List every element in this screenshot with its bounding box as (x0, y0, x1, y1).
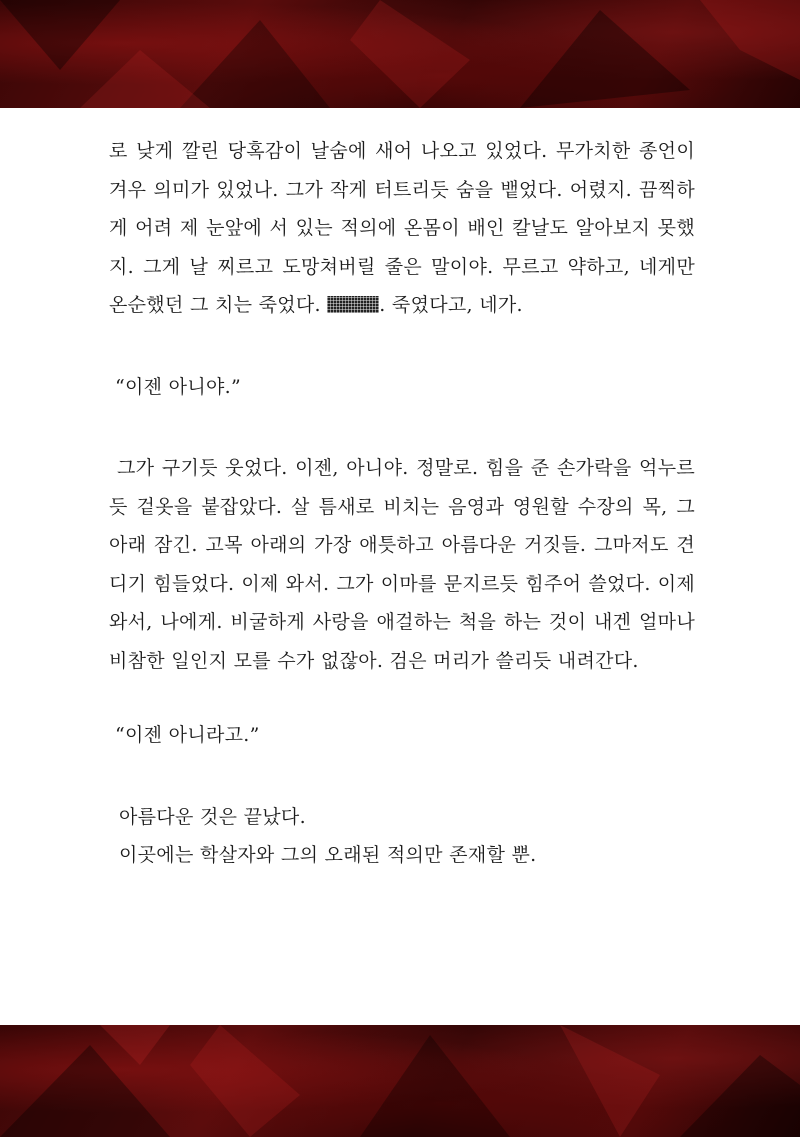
closing-line-2: 이곳에는 학살자와 그의 오래된 적의만 존재할 뿐. (119, 844, 537, 866)
paragraph-1-ending: . 죽였다고, 네가. (379, 294, 523, 316)
bottom-decorative-banner (0, 1025, 800, 1137)
narrative-paragraph-2: 그가 구기듯 웃었다. 이젠, 아니야. 정말로. 힘을 준 손가락을 억누르듯 겉옷을 붙잡았다. 살 틈새로 비치는 음영과 영원할 수장의 목, 그 아래 잠긴. 고목 아래의 가장 애틋하고 아름다운 거짓들. 그마저도 견디기 힘들었다. 이제 와서. 그가 이마를 문지르듯 힘주어 쓸었다. 이제 와서, 나에게. 비굴하게 사랑을 애걸하는 척을 하는 것이 내겐 얼마나 비참한 일인지 모를 수가 없잖아. 검은 머리가 쓸리듯 내려간다. (109, 457, 695, 672)
top-texture (0, 0, 800, 108)
spacer (109, 680, 695, 716)
narrative-paragraph-1 (109, 132, 695, 325)
spacer (109, 325, 695, 368)
bottom-texture (0, 1025, 800, 1137)
redacted-name-block (327, 296, 379, 313)
closing-line-1: 아름다운 것은 끝났다. (119, 805, 306, 828)
paragraph-1-text: 로 낮게 깔린 당혹감이 날숨에 새어 나오고 있었다. 무가치한 종언이 겨우 의미가 있었나. 그가 작게 터트리듯 숨을 뱉었다. 어렸지. 끔찍하게 어려 제 눈앞에 서 있는 적의에 온몸이 배인 칼날도 알아보지 못했지. 그게 날 찌르고 도망쳐버릴 줄은 말이야. 무르고 약하고, 네게만 온순했던 그 치는 죽었다. (109, 140, 695, 316)
spacer (109, 406, 695, 449)
dialogue-line-2: “이젠 아니라고.” (115, 724, 260, 746)
dialogue-line-1: “이젠 아니야.” (115, 375, 241, 398)
story-body (109, 132, 695, 875)
spacer (109, 755, 695, 798)
top-decorative-banner (0, 0, 800, 108)
